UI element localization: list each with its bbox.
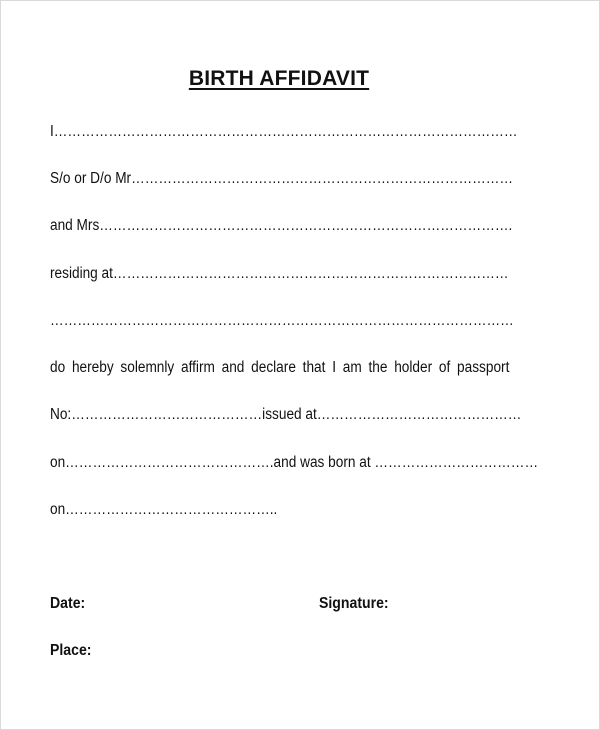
passport-line: No:……………………………………issued at……………………………………… <box>50 406 522 423</box>
parent-father-line: S/o or D/o Mr………………………………………………………………………… <box>50 170 514 187</box>
residence-line: residing at…………………………………………………………………………… <box>50 265 509 282</box>
name-line: I………………………………………………………………………………………… <box>50 123 518 140</box>
declaration-line: do hereby solemnly affirm and declare that I am the holder of passport <box>50 359 510 376</box>
date-label: Date: <box>50 595 86 612</box>
birth-date-line: on……………………………………….. <box>50 501 278 518</box>
place-label: Place: <box>50 642 92 659</box>
address-continuation-line: ………………………………………………………………………………………… <box>50 312 514 329</box>
document-title: BIRTH AFFIDAVIT <box>188 67 370 90</box>
parent-mother-line: and Mrs………………………………………………………………………………. <box>50 217 513 234</box>
birth-place-line: on……………………………………….and was born at ……………………………… <box>50 454 539 471</box>
signature-label: Signature: <box>319 595 389 612</box>
